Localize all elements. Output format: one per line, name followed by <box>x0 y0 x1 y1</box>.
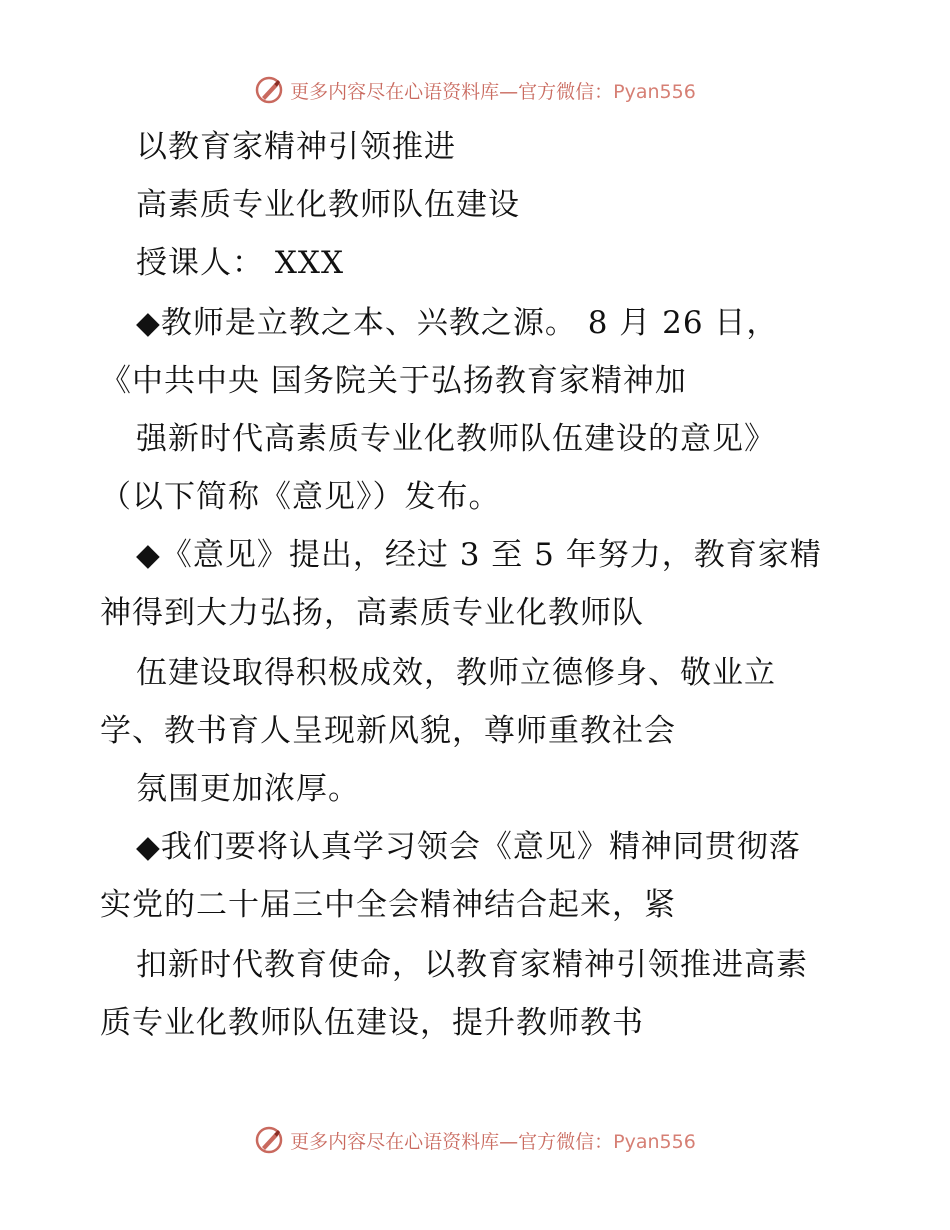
title-line-1: 以教育家精神引领推进 <box>136 129 456 165</box>
paragraph-line: 学、教书育人呈现新风貌，尊师重教社会 <box>100 713 676 749</box>
paragraph-line: ◆我们要将认真学习领会《意见》精神同贯彻落 <box>136 829 801 865</box>
paragraph-line: 质专业化教师队伍建设，提升教师教书 <box>100 1005 644 1041</box>
watermark-id: Pyan556 <box>613 80 696 103</box>
watermark-text: 更多内容尽在心语资料库—官方微信：Pyan556 <box>290 1130 696 1153</box>
paragraph-line: 伍建设取得积极成效，教师立德修身、敬业立 <box>136 655 776 691</box>
watermark-text: 更多内容尽在心语资料库—官方微信：Pyan556 <box>290 80 696 103</box>
watermark-id: Pyan556 <box>613 1130 696 1153</box>
pen-logo-icon <box>254 1125 284 1155</box>
title-line-2: 高素质专业化教师队伍建设 <box>136 187 520 223</box>
paragraph-line: ◆教师是立教之本、兴教之源。 8 月 26 日， <box>136 305 779 341</box>
paragraph-line: 实党的二十届三中全会精神结合起来，紧 <box>100 887 676 923</box>
footer-watermark <box>0 1120 950 1160</box>
paragraph-line: （以下简称《意见》）发布。 <box>100 479 501 515</box>
header-watermark <box>0 70 950 110</box>
paragraph-line: 神得到大力弘扬，高素质专业化教师队 <box>100 595 644 631</box>
lecturer-line: 授课人： XXX <box>136 245 345 281</box>
paragraph-line: 强新时代高素质专业化教师队伍建设的意见》 <box>136 421 776 457</box>
paragraph-line: 《中共中央 国务院关于弘扬教育家精神加 <box>100 363 687 399</box>
paragraph-line: 扣新时代教育使命，以教育家精神引领推进高素 <box>136 947 808 983</box>
paragraph-line: ◆《意见》提出，经过 3 至 5 年努力，教育家精 <box>136 537 822 573</box>
pen-logo-icon <box>254 75 284 105</box>
paragraph-line: 氛围更加浓厚。 <box>136 771 360 807</box>
